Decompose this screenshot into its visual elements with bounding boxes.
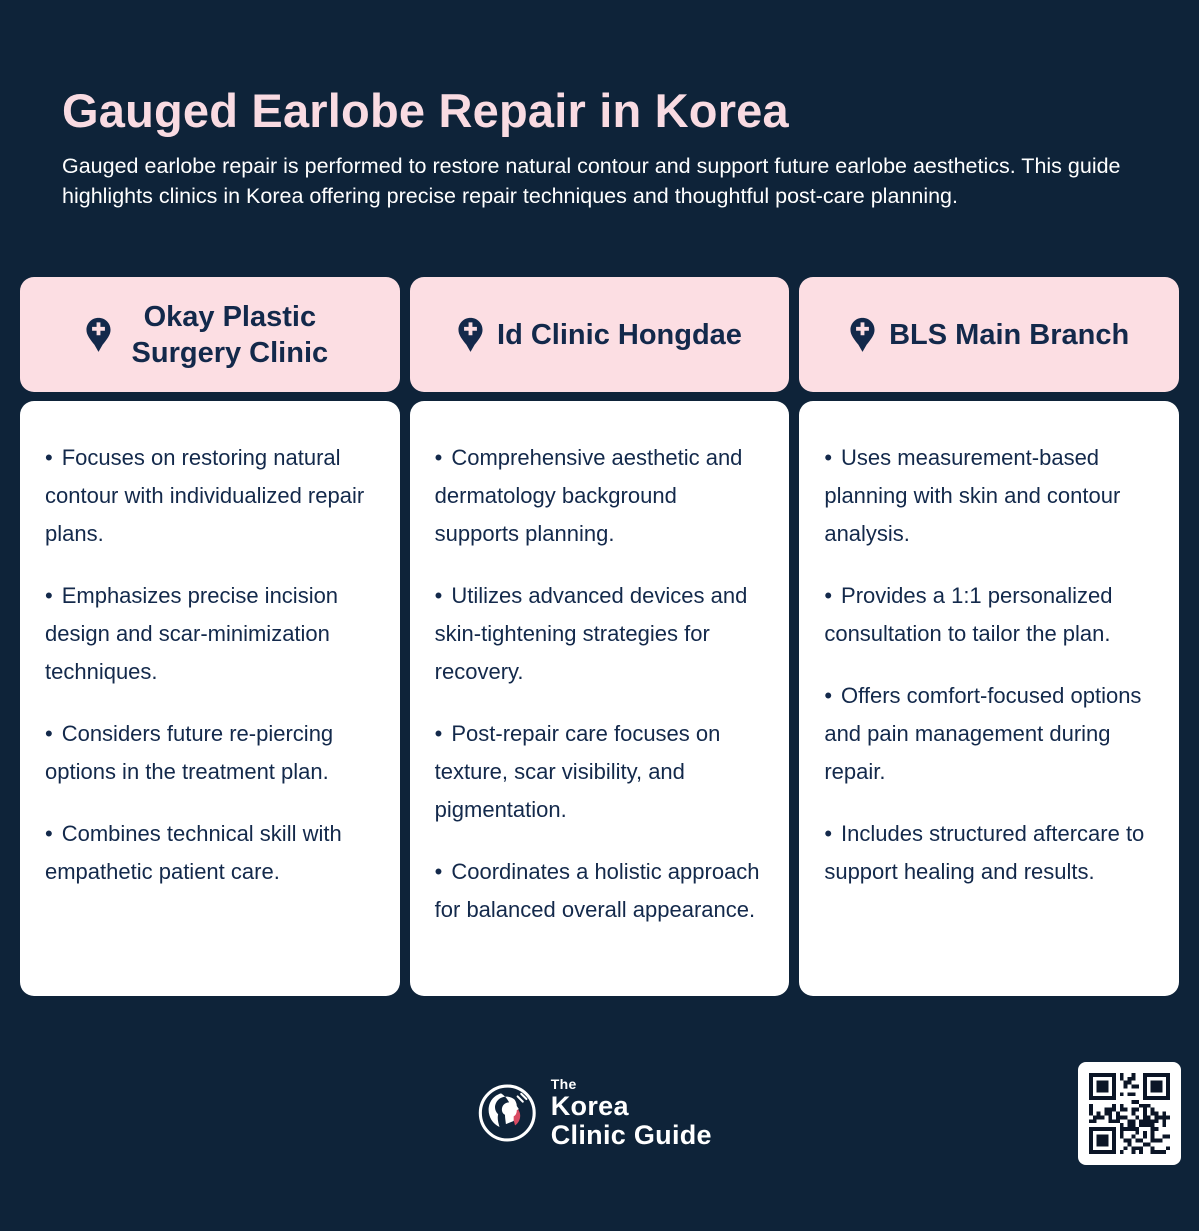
bullet-text: Considers future re-piercing options in the treatment plan. <box>45 721 334 785</box>
bullet-text: Combines technical skill with empathetic patient care. <box>45 821 342 885</box>
clinic-bullet <box>45 577 375 691</box>
clinic-bullet <box>45 715 375 791</box>
bullet-marker: • <box>45 445 53 471</box>
clinic-bullet <box>435 577 765 691</box>
bullet-text: Includes structured aftercare to support healing and results. <box>824 821 1145 885</box>
brand-wordmark <box>551 1076 712 1150</box>
clinic-bullet <box>824 439 1154 553</box>
bullet-marker: • <box>434 583 443 609</box>
bullet-text: Post-repair care focuses on texture, scar visibility, and pigmentation. <box>434 721 721 823</box>
clinic-cards <box>20 277 1179 996</box>
brand-line-clinic-guide: Clinic Guide <box>550 1120 712 1151</box>
bullet-marker: • <box>434 721 443 747</box>
clinic-card <box>799 277 1179 996</box>
bullet-text: Coordinates a holistic approach for balanced overall appearance. <box>434 859 760 923</box>
bullet-text: Provides a 1:1 personalized consultation to tailor the plan. <box>824 583 1113 647</box>
bullet-text: Uses measurement-based planning with skin and contour analysis. <box>824 445 1121 547</box>
page-footer <box>0 1068 1199 1188</box>
clinic-bullet <box>824 577 1154 653</box>
bullet-marker: • <box>824 683 833 709</box>
bullet-text: Offers comfort-focused options and pain management during repair. <box>824 683 1142 785</box>
location-pin-icon <box>849 317 876 353</box>
bullet-text: Emphasizes precise incision design and scar-minimization techniques. <box>45 583 339 685</box>
bullet-marker: • <box>45 583 53 609</box>
clinic-card-body <box>20 401 400 996</box>
page-intro: Gauged earlobe repair is performed to restore natural contour and support future earlobe aesthetics. This guide highlights clinics in Korea offering precise repair techniques and thoughtful post-care planning. <box>62 154 1121 209</box>
page-header <box>0 0 1199 211</box>
clinic-name: Id Clinic Hongdae <box>497 318 742 351</box>
bullet-text: Focuses on restoring natural contour with individualized repair plans. <box>45 445 365 547</box>
clinic-bullet <box>45 815 375 891</box>
clinic-name: BLS Main Branch <box>889 318 1130 351</box>
clinic-bullet <box>435 853 765 929</box>
clinic-bullet <box>435 715 765 829</box>
bullet-text: Utilizes advanced devices and skin-tightening strategies for recovery. <box>434 583 748 685</box>
bullet-marker: • <box>434 859 443 885</box>
clinic-card <box>410 277 790 996</box>
clinic-bullet <box>435 439 765 553</box>
bullet-marker: • <box>824 445 833 471</box>
bullet-marker: • <box>434 445 443 471</box>
bullet-marker: • <box>824 821 833 847</box>
location-pin-icon <box>85 317 112 353</box>
brand-logo-icon <box>478 1084 536 1142</box>
bullet-marker: • <box>824 583 833 609</box>
clinic-card-header <box>799 277 1179 392</box>
clinic-bullet <box>45 439 375 553</box>
qr-code <box>1078 1062 1181 1165</box>
clinic-bullet <box>824 677 1154 791</box>
brand-line-the: The <box>550 1076 577 1093</box>
clinic-card-body <box>410 401 790 996</box>
bullet-text: Comprehensive aesthetic and dermatology background supports planning. <box>434 445 743 547</box>
brand-line-korea: Korea <box>550 1091 629 1122</box>
location-pin-icon <box>457 317 484 353</box>
brand-logo-group <box>478 1076 712 1150</box>
page-title: Gauged Earlobe Repair in Korea <box>62 84 789 137</box>
clinic-bullet <box>824 815 1154 891</box>
clinic-card <box>20 277 400 996</box>
clinic-card-header <box>20 277 400 392</box>
clinic-name: Okay Plastic Surgery Clinic <box>131 300 329 369</box>
bullet-marker: • <box>45 821 53 847</box>
bullet-marker: • <box>45 721 53 747</box>
clinic-card-body <box>799 401 1179 996</box>
clinic-card-header <box>410 277 790 392</box>
